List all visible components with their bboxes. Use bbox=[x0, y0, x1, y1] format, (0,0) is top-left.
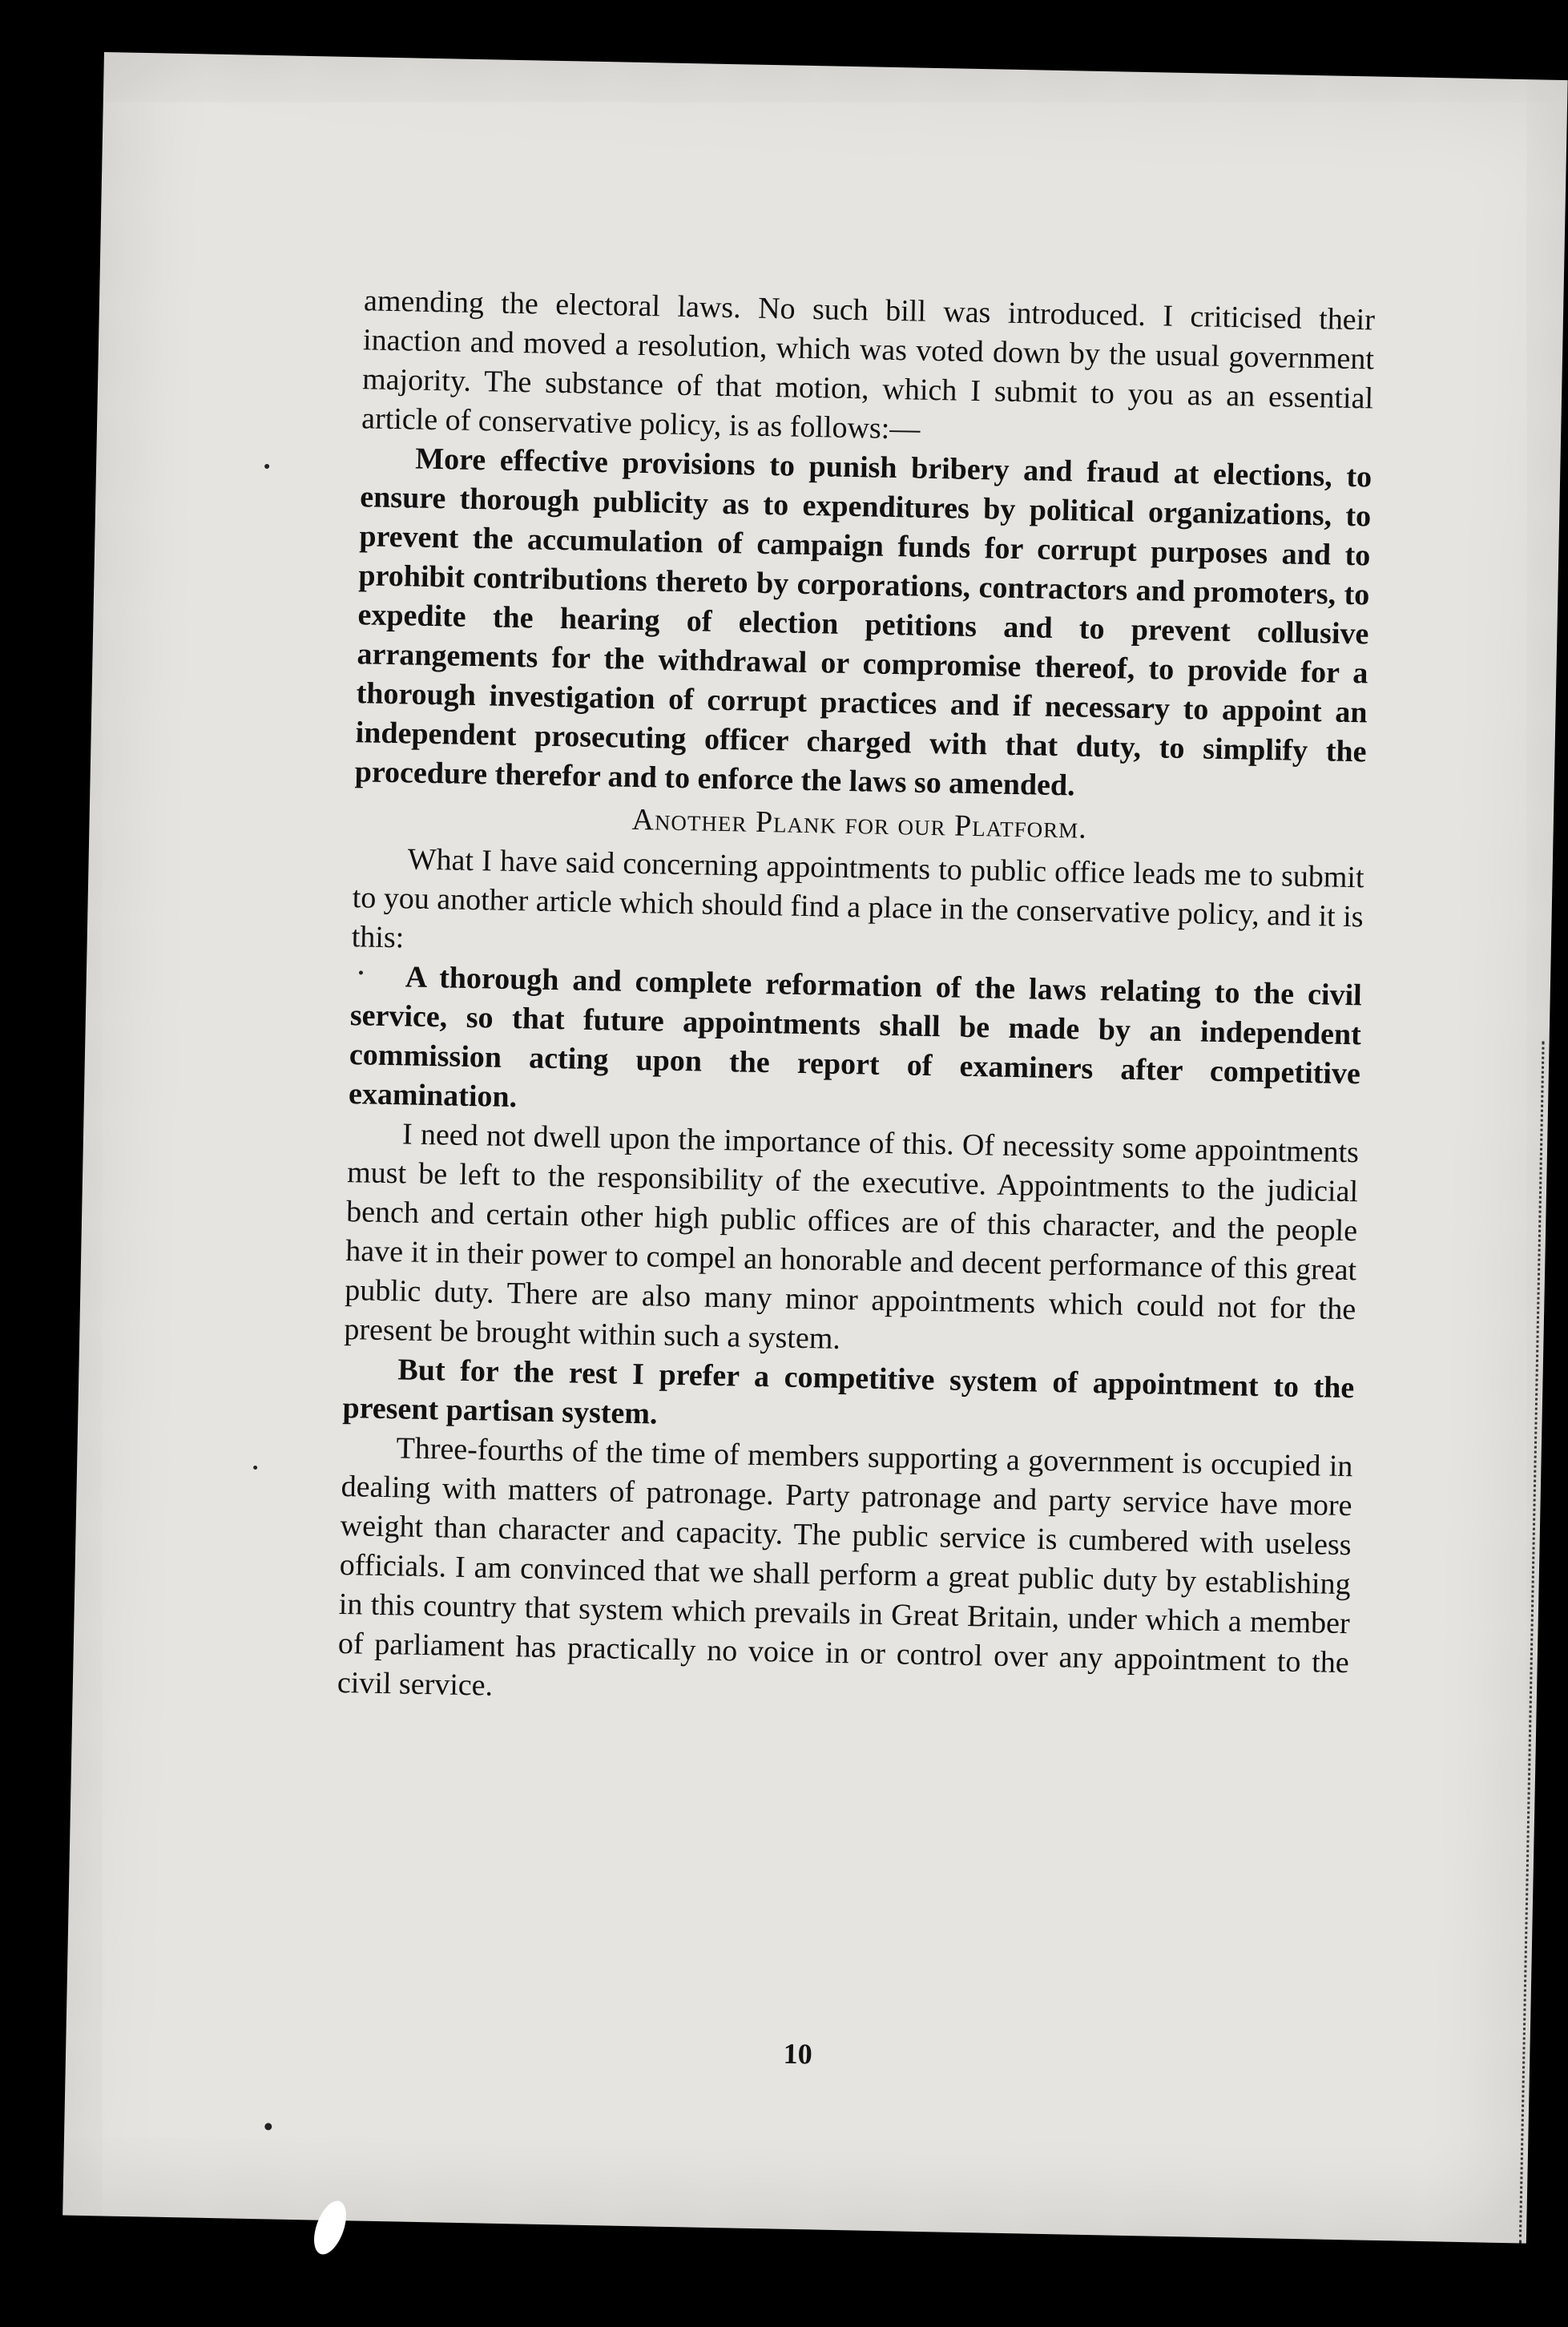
paragraph-competitive-system: But for the rest I prefer a competitive system of appointment to the present partisan system. bbox=[342, 1353, 1355, 1431]
paragraph-importance: I need not dwell upon the importance of this. Of necessity some appointments must be left to the responsibility of the executive. Appointments to the judicial bench and certain other high public offices are of this character, and the people have it in their power to compel an honorable and decent performance of this great public duty. There are also many minor appointments which could not for the present be brought within such a system. bbox=[344, 1117, 1360, 1356]
paragraph-appointments: What I have said concerning appointments to public office leads me to submit to you another article which should find a place in the conservative policy, and it is this: bbox=[351, 842, 1364, 955]
paragraph-civil-service-reform: A thorough and complete reformation of the laws relating to the civil service, so that future appointments shall be made by an independent commission acting upon the report of examiners after competitive examination. bbox=[348, 960, 1363, 1115]
paragraph-intro: amending the electoral laws. No such bill was introduced. I criticised their inaction and moved a resolution, which was voted down by the usual government majority. The substance of that motion, which I submit to you as an essential article of conservative policy, is as follows:— bbox=[361, 284, 1376, 446]
text-block bbox=[337, 281, 1376, 1722]
paragraph-electoral-resolution: More effective provisions to punish bribery and fraud at elections, to ensure thorough publicity as to expenditures by political organizations, to prevent the accumulation of campaign funds for corrupt purposes and to prohibit contributions thereto by corporations, contractors and promoters, to expedite the hearing of election petitions and to prevent collusive arrangements for the withdrawal or compromise thereof, to provide for a thorough investigation of corrupt practices and if necessary to appoint an independent prosecuting officer charged with that duty, to simplify the procedure therefor and to enforce the laws so amended. bbox=[354, 442, 1373, 803]
scan-speck bbox=[359, 970, 363, 974]
paragraph-patronage: Three-fourths of the time of members supporting a government is occupied in dealing with matters of patronage. Party patronage and party service have more weight than character and capacity. The public service is cumbered with useless officials. I am convinced that we shall perform a great public duty by establishing in this country that system which prevails in Great Britain, under which a member of parliament has practically no voice in or control over any appointment to the civil service. bbox=[337, 1431, 1353, 1703]
scan-speck bbox=[253, 1466, 257, 1470]
page-edge-marks bbox=[1519, 1042, 1550, 2244]
scan-speck bbox=[264, 2123, 272, 2130]
page-number: 10 bbox=[783, 2037, 813, 2071]
section-heading: Another Plank for our Platform. bbox=[631, 802, 1088, 845]
scan-speck bbox=[264, 464, 269, 469]
document-page bbox=[62, 52, 1567, 2244]
